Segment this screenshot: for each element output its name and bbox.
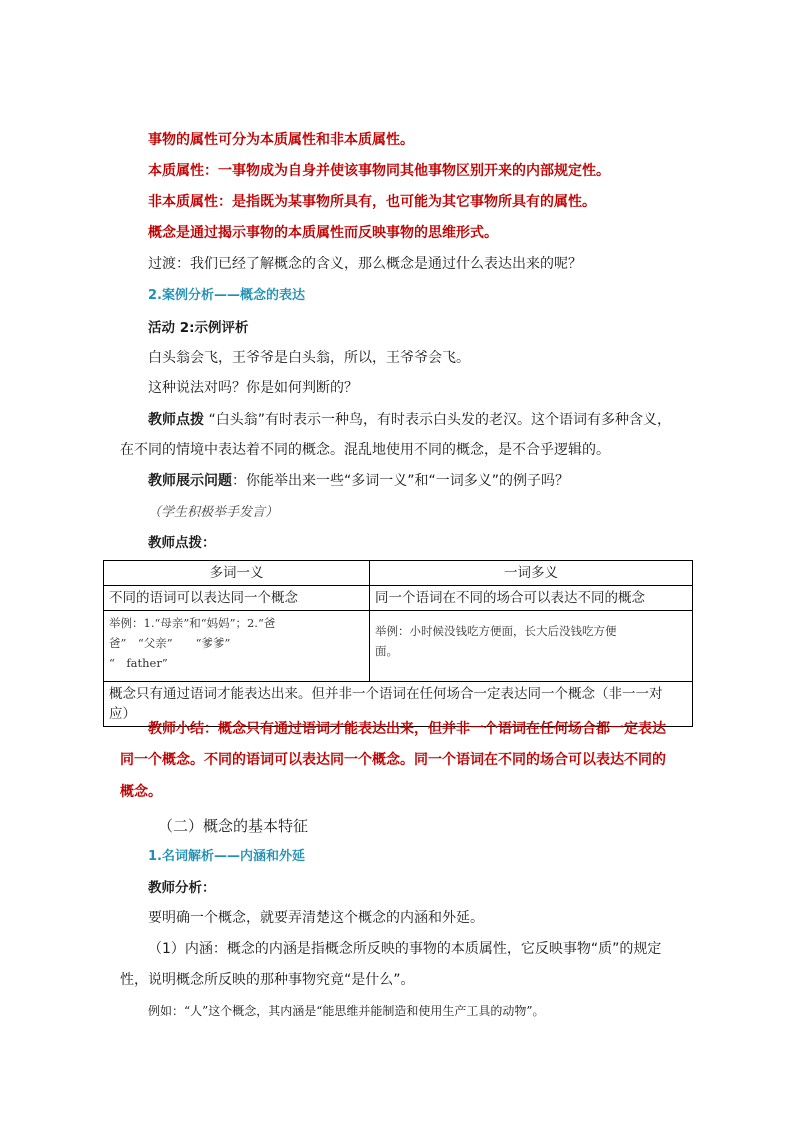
- text-line: [148, 410, 671, 430]
- text-line: 概念是通过揭示事物的本质属性而反映事物的思维形式。: [148, 225, 498, 241]
- text-line: 在不同的情境中表达着不同的概念。混乱地使用不同的概念，是不合乎逻辑的。: [120, 442, 610, 458]
- table-cell: [104, 611, 370, 682]
- example-line: “ father”: [109, 656, 168, 670]
- summary-line: 概念只有通过语词才能表达出来。但并非一个语词在任何场合一定表达同一个概念（非一一对: [109, 686, 663, 702]
- activity-title: 活动 2:示例评析: [148, 320, 249, 336]
- example-line: 爸” “父亲” “爹爹”: [109, 636, 231, 650]
- summary-line: 应）: [109, 706, 136, 722]
- example-line: 举例：1.“母亲”和“妈妈”；2.“爸: [109, 616, 276, 630]
- text-line: [148, 471, 569, 491]
- text-line: 事物的属性可分为本质属性和非本质属性。: [148, 132, 414, 148]
- text: “白头翁”有时表示一种鸟，有时表示白头发的老汉。这个语词有多种含义，: [208, 412, 671, 428]
- table-cell: 不同的语词可以表达同一个概念: [104, 586, 370, 611]
- table-header: 多词一义: [104, 561, 370, 586]
- text-line: 教师分析：: [148, 880, 216, 896]
- concept-table: [103, 560, 693, 727]
- example-line: 面。: [375, 644, 398, 658]
- text-line: 本质属性：一事物成为自身并使该事物同其他事物区别开来的内部规定性。: [148, 163, 610, 179]
- summary-line: 概念。: [120, 784, 162, 800]
- text-line: 白头翁会飞，王爷爷是白头翁，所以，王爷爷会飞。: [148, 350, 470, 366]
- summary-line: 同一个概念。不同的语词可以表达同一个概念。同一个语词在不同的场合可以表达不同的: [120, 752, 666, 768]
- table-row: [104, 586, 693, 611]
- table-row: [104, 611, 693, 682]
- text-line: 非本质属性：是指既为某事物所具有，也可能为其它事物所具有的属性。: [148, 194, 596, 210]
- text-line: （学生积极举手发言）: [148, 505, 279, 520]
- example-line: 举例：小时候没钱吃方便面，长大后没钱吃方便: [375, 624, 617, 638]
- table-row: [104, 561, 693, 586]
- label: 教师点拨: [148, 412, 204, 428]
- section-subheading: 1.名词解析——内涵和外延: [148, 849, 305, 864]
- summary-line: 教师小结：概念只有通过语词才能表达出来，但并非一个语词在任何场合都一定表达: [148, 721, 666, 737]
- text-line: 性，说明概念所反映的那种事物究竟“是什么”。: [120, 972, 415, 988]
- text-line: （1）内涵：概念的内涵是指概念所反映的事物的本质属性，它反映事物“质”的规定: [148, 941, 662, 957]
- text-line: 过渡：我们已经了解概念的含义，那么概念是通过什么表达出来的呢？: [148, 256, 582, 272]
- table-cell: 同一个语词在不同的场合可以表达不同的概念: [370, 586, 693, 611]
- text-line: 这种说法对吗？你是如何判断的？: [148, 380, 358, 396]
- text: ：你能举出来一些“多词一义”和“一词多义”的例子吗？: [232, 473, 570, 489]
- section-subheading: 2.案例分析——概念的表达: [148, 288, 305, 303]
- text-line: 要明确一个概念，就要弄清楚这个概念的内涵和外延。: [148, 910, 484, 926]
- section-heading: （二）概念的基本特征: [158, 817, 309, 835]
- text-line: 教师点拨：: [148, 535, 216, 551]
- table-header: 一词多义: [370, 561, 693, 586]
- example-text: 例如：“人”这个概念，其内涵是“能思维并能制造和使用生产工具的动物”。: [148, 1004, 545, 1018]
- table-cell: [370, 611, 693, 682]
- label: 教师展示问题: [148, 473, 232, 489]
